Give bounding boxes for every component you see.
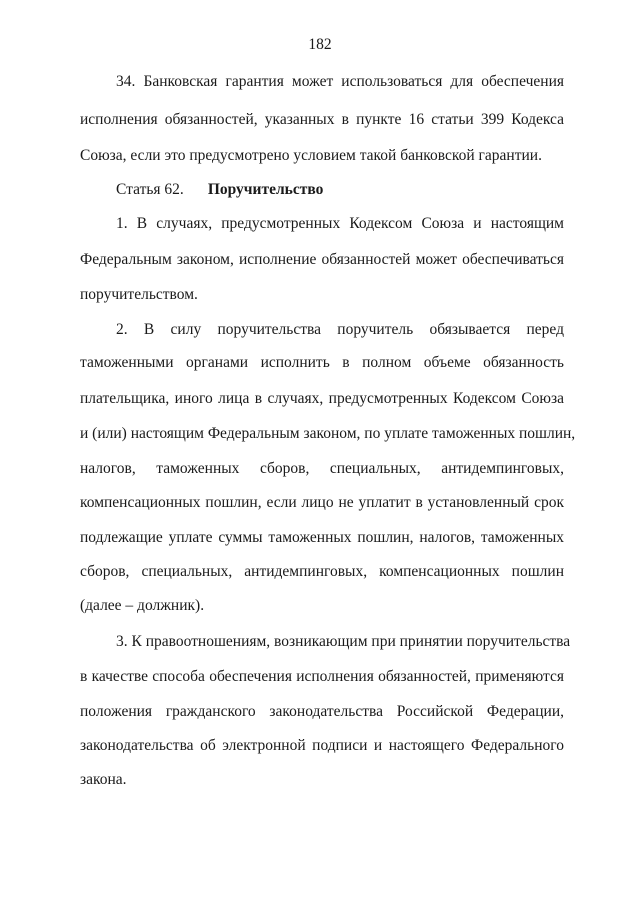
- paragraph-2-line-6: компенсационных пошлин, если лицо не уплатит в установленный срок: [80, 494, 564, 511]
- paragraph-34-line-3: Союза, если это предусмотрено условием такой банковской гарантии.: [80, 147, 542, 164]
- paragraph-3-line-1: 3. К правоотношениям, возникающим при принятии поручительства: [116, 633, 571, 650]
- page-number: 182: [308, 36, 332, 53]
- paragraph-2-line-9: (далее – должник).: [80, 597, 205, 614]
- paragraph-1-line-3: поручительством.: [80, 286, 198, 303]
- paragraph-2-line-1: 2. В силу поручительства поручитель обязывается перед: [116, 321, 564, 338]
- paragraph-2-line-2: таможенными органами исполнить в полном объеме обязанность: [80, 354, 564, 371]
- paragraph-2-line-3: плательщика, иного лица в случаях, предусмотренных Кодексом Союза: [80, 390, 564, 407]
- paragraph-3-line-3: положения гражданского законодательства Российской Федерации,: [80, 703, 564, 720]
- paragraph-1-line-1: 1. В случаях, предусмотренных Кодексом Союза и настоящим: [116, 215, 564, 232]
- paragraph-3-line-5: закона.: [80, 771, 127, 788]
- paragraph-3-line-4: законодательства об электронной подписи и настоящего Федерального: [80, 737, 564, 754]
- paragraph-34-line-1: 34. Банковская гарантия может использоваться для обеспечения: [116, 73, 564, 90]
- paragraph-2-line-8: сборов, специальных, антидемпинговых, компенсационных пошлин: [80, 563, 564, 580]
- paragraph-2-line-4: и (или) настоящим Федеральным законом, по уплате таможенных пошлин,: [80, 425, 576, 442]
- article-heading: [116, 180, 323, 200]
- paragraph-34-line-2: исполнения обязанностей, указанных в пункте 16 статьи 399 Кодекса: [80, 111, 564, 128]
- paragraph-2-line-5: налогов, таможенных сборов, специальных, антидемпинговых,: [80, 460, 564, 477]
- article-number: Статья 62.: [116, 181, 184, 198]
- paragraph-2-line-7: подлежащие уплате суммы таможенных пошлин, налогов, таможенных: [80, 529, 564, 546]
- article-title: Поручительство: [207, 181, 324, 198]
- paragraph-1-line-2: Федеральным законом, исполнение обязанностей может обеспечиваться: [80, 251, 564, 268]
- paragraph-3-line-2: в качестве способа обеспечения исполнения обязанностей, применяются: [80, 668, 564, 685]
